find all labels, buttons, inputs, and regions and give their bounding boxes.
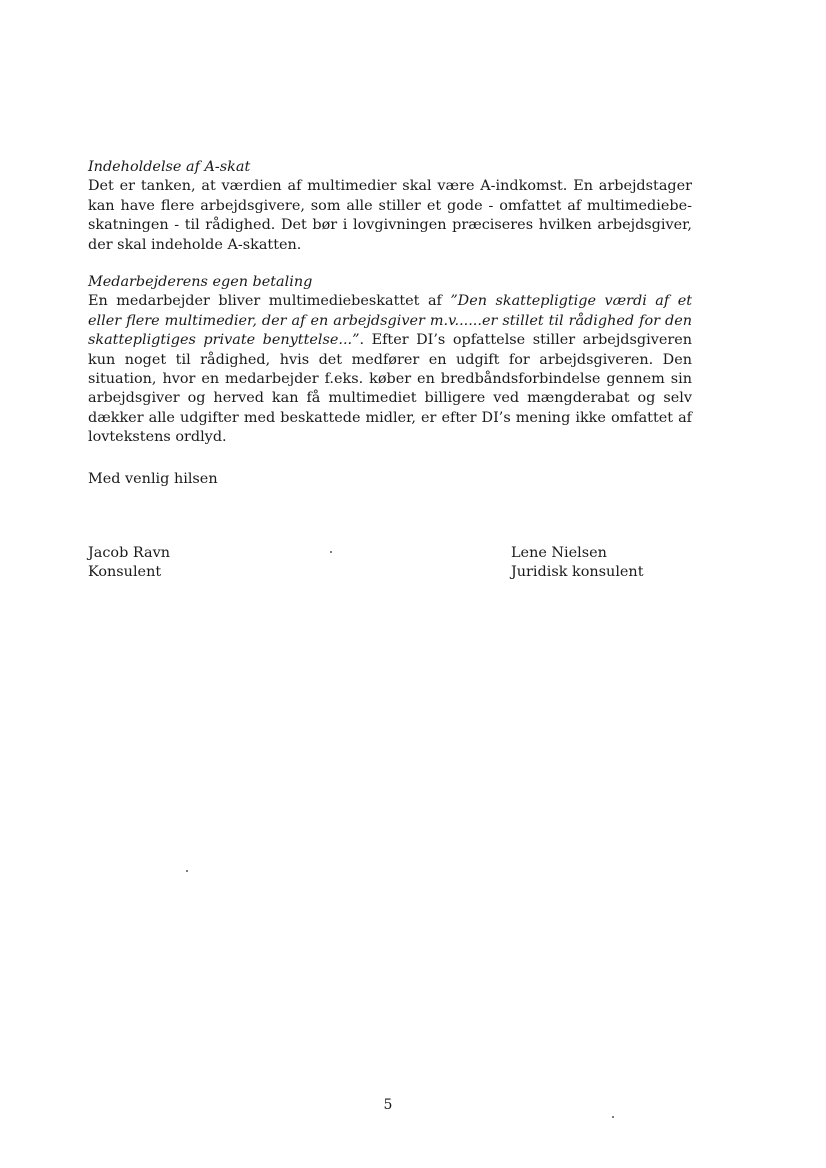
section-paragraph [88,292,692,447]
paragraph-text-before-quote: En medarbejder bliver multimediebeskattet af [88,293,451,310]
signature-left [88,544,170,583]
closing-greeting: Med venlig hilsen [88,471,218,487]
signature-title: Juridisk konsulent [511,564,644,581]
law-quote: ”Den skattepligtige værdi af et eller flere multimedier, der af en arbejdsgiver m.v......er stillet til rådighed for den skattepligtiges private benyttelse...” [88,293,692,349]
section-a-skat [88,158,692,255]
section-egen-betaling [88,273,692,448]
signature-name: Jacob Ravn [88,545,171,561]
paragraph-text-after-quote: . Efter DI’s opfattelse stiller arbejdsgiveren kun noget til rådighed, hvis det medfører en udgift for arbejdsgiveren. Den situation, hvor en medarbejder f.eks. køber en bredbåndsforbindelse gennem sin arbejdsgiver og herved kan få multimediet billigere ved mængderabat og selv dækker alle udgifter med beskattede midler, er efter DI’s mening ikke omfattet af lovtekstens ordlyd. [88,332,693,446]
body-content [88,158,692,466]
signature-title: Konsulent [88,564,162,581]
page-number: 5 [383,1097,393,1113]
section-heading: Medarbejderens egen betaling [88,274,313,291]
scan-speck [186,870,188,872]
section-heading: Indeholdelse af A-skat [88,159,251,175]
scan-speck [612,1116,614,1118]
section-paragraph: Det er tanken, at værdien af multimedier skal være A-indkomst. En arbejdstager kan have flere arbejdsgivere, som alle stiller et gode - omfattet af multimediebeskatningen - til rådighed. Det bør i lovgivningen præciseres hvilken arbejdsgiver, der skal indeholde A-skatten. [88,178,692,253]
signature-right [511,544,644,583]
scan-speck [330,551,332,553]
signature-name: Lene Nielsen [511,545,607,561]
